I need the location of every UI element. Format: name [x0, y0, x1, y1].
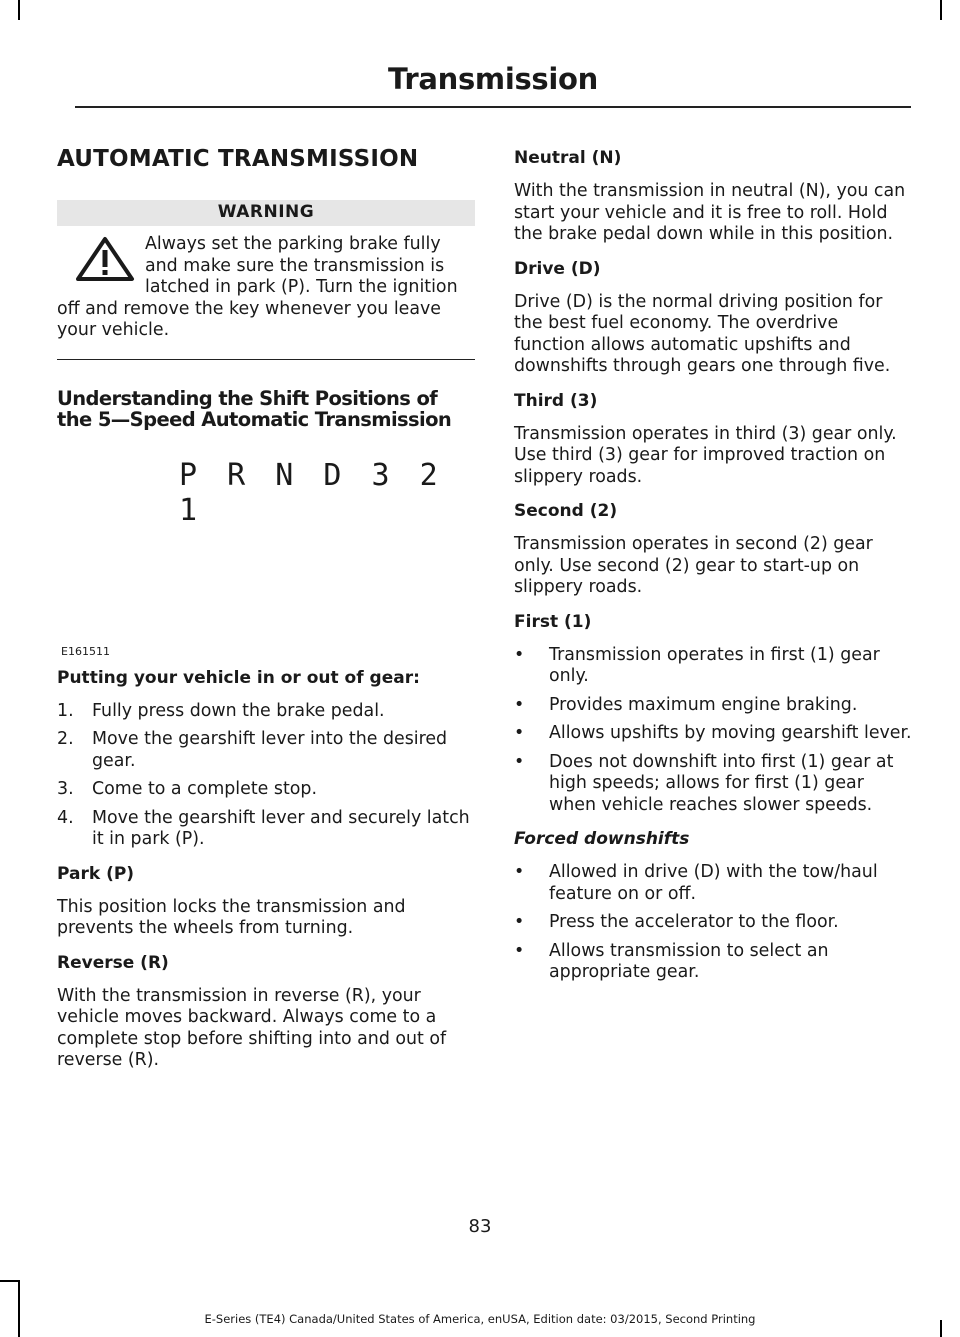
reverse-text: With the transmission in reverse (R), your vehicle moves backward. Always come to a complete stop before shifting into and out of reverse (R).: [57, 985, 447, 1070]
crop-mark-top-right: [940, 0, 942, 20]
neutral-heading: Neutral (N): [514, 148, 622, 168]
prnd-indicator: P R N D 3 2 1: [179, 457, 444, 528]
list-item: 2. Move the gearshift lever into the desired gear.: [57, 729, 448, 771]
park-heading: Park (P): [57, 863, 135, 884]
footer-info: E-Series (TE4) Canada/United States of America, enUSA, Edition date: 03/2015, Second Printing: [204, 1312, 756, 1326]
drive-text: Drive (D) is the normal driving position for the best fuel economy. The overdrive function allows automatic upshifts and downshifts through gears one through five.: [514, 291, 891, 376]
left-column: [57, 142, 475, 1085]
park-text: This position locks the transmission and prevents the wheels from turning.: [57, 896, 406, 938]
page-number: 83: [468, 1216, 492, 1237]
warning-text: Always set the parking brake fully and make sure the transmission is latched in park (P). Turn the ignition off and remove the key whenever you leave your vehicle.: [57, 234, 458, 340]
shift-positions-figure: [57, 458, 475, 668]
list-item: • Allowed in drive (D) with the tow/haul feature on or off.: [514, 862, 878, 904]
first-heading: First (1): [514, 611, 592, 632]
page-header-title: Transmission: [388, 62, 598, 96]
list-item: • Does not downshift into first (1) gear at high speeds; allows for first (1) gear when vehicle reaches slower speeds.: [514, 751, 894, 815]
list-item: • Provides maximum engine braking.: [514, 694, 858, 715]
subheading: Understanding the Shift Positions of the 5—Speed Automatic Transmission: [57, 386, 452, 431]
forced-bullets: [514, 862, 912, 984]
reverse-heading: Reverse (R): [57, 952, 169, 973]
gear-steps: [57, 701, 475, 851]
warning-triangle-icon: [75, 236, 135, 282]
header-rule: [75, 106, 911, 108]
warning-rule: [57, 359, 475, 360]
neutral-text: With the transmission in neutral (N), you can start your vehicle and it is free to roll. Hold the brake pedal down while in this position.: [514, 181, 906, 244]
first-bullets: [514, 645, 912, 817]
warning-body: [57, 234, 475, 342]
list-item: • Allows upshifts by moving gearshift lever.: [514, 723, 912, 743]
right-column: [514, 148, 912, 997]
section-heading: AUTOMATIC TRANSMISSION: [57, 146, 419, 172]
figure-code: E161511: [61, 644, 110, 658]
third-text: Transmission operates in third (3) gear only. Use third (3) gear for improved traction on slippery roads.: [514, 423, 897, 487]
second-text: Transmission operates in second (2) gear only. Use second (2) gear to start-up on slippery roads.: [514, 534, 873, 597]
list-item: 4. Move the gearshift lever and securely latch it in park (P).: [57, 807, 470, 849]
crop-mark-bottom-left: [0, 1280, 20, 1282]
gear-heading: Putting your vehicle in or out of gear:: [57, 667, 420, 688]
forced-heading: Forced downshifts: [514, 829, 690, 849]
second-heading: Second (2): [514, 501, 618, 521]
list-item: • Allows transmission to select an appropriate gear.: [514, 940, 829, 982]
drive-heading: Drive (D): [514, 258, 601, 279]
third-heading: Third (3): [514, 390, 598, 411]
list-item: 1. Fully press down the brake pedal.: [57, 700, 385, 721]
crop-mark-bottom-left-v: [18, 1280, 20, 1337]
list-item: 3. Come to a complete stop.: [57, 779, 317, 799]
crop-mark-top-left: [18, 0, 20, 20]
list-item: • Press the accelerator to the floor.: [514, 912, 839, 932]
list-item: • Transmission operates in first (1) gear only.: [514, 644, 880, 686]
warning-label: WARNING: [57, 200, 475, 226]
